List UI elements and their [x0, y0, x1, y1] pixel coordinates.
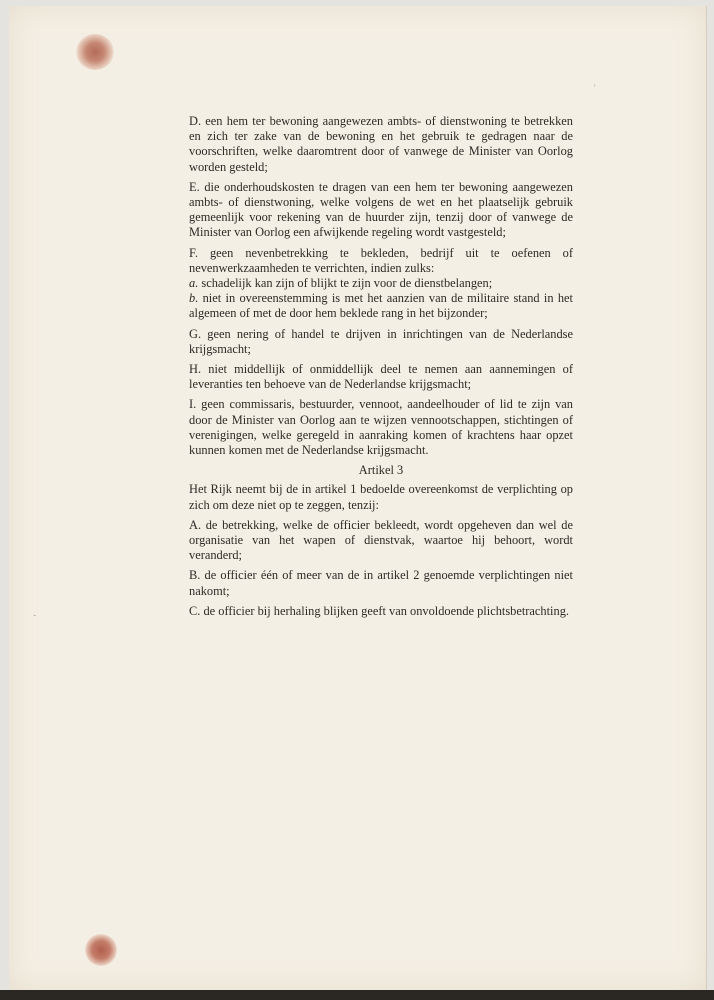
paragraph-f-block [189, 246, 573, 322]
article-item-a: A. de betrekking, welke de officier bekleedt, wordt opgeheven dan wel de organisatie van het wapen of dienstvak, waartoe hij behoort, wordt veranderd; [189, 517, 573, 563]
article-intro: Het Rijk neemt bij de in artikel 1 bedoelde overeenkomst de verplichting op zich om deze niet op te zeggen, tenzij: [189, 482, 573, 512]
paragraph-d: D. een hem ter bewoning aangewezen ambts- of dienstwoning te betrekken en zich ter zake van de bewoning en het gebruik te gedragen naar de voorschriften, welke daaromtrent door of vanwege de Minister van Oorlog worden gesteld; [189, 114, 573, 174]
paper-speck: ˯ [33, 606, 37, 617]
article-item-b: B. de officier één of meer van de in artikel 2 genoemde verplichtingen niet nakomt; [189, 568, 573, 598]
sub-item-a [189, 276, 573, 291]
scan-edge [0, 990, 714, 1000]
paragraph-g: G. geen nering of handel te drijven in inrichtingen van de Nederlandse krijgsmacht; [189, 326, 573, 356]
sub-item-text: schadelijk kan zijn of blijkt te zijn voor de dienstbelangen; [198, 276, 493, 291]
sub-item-b [189, 291, 573, 321]
paragraph-h: H. niet middellijk of onmiddellijk deel te nemen aan aannemingen of leveranties ten behoeve van de Nederlandse krijgsmacht; [189, 362, 573, 392]
paragraph-i: I. geen commissaris, bestuurder, vennoot, aandeelhouder of lid te zijn van door de Minister van Oorlog aan te wijzen vennootschappen, stichtingen of verenigingen, welke geregeld in aanraking komen of krachtens haar opzet kunnen komen met de Nederlandse krijgsmacht. [189, 397, 573, 458]
document-body [189, 114, 573, 624]
sub-item-text: niet in overeenstemming is met het aanzien van de militaire stand in het algemeen of met de door hem beklede rang in het bijzonder; [189, 291, 573, 321]
paper-speck: ʾ [593, 84, 597, 95]
paragraph-e: E. die onderhoudskosten te dragen van een hem ter bewoning aangewezen ambts- of dienstwoning, welke volgens de wet en het plaatselijk gebruik gemeenlijk voor rekening van de huurder zijn, tenzij door of vanwege de Minister van Oorlog een afwijkende regeling wordt vastgesteld; [189, 179, 573, 240]
article-item-c: C. de officier bij herhaling blijken geeft van onvoldoende plichtsbetrachting. [189, 603, 569, 618]
sub-item-marker: b. [189, 291, 199, 306]
rust-stain-bottom [85, 934, 117, 966]
article-heading: Artikel 3 [358, 463, 404, 478]
paragraph-f: F. geen nevenbetrekking te bekleden, bedrijf uit te oefenen of nevenwerkzaamheden te verrichten, indien zulks: [189, 245, 573, 275]
sub-item-marker: a. [189, 276, 199, 291]
rust-stain-top [76, 34, 114, 70]
